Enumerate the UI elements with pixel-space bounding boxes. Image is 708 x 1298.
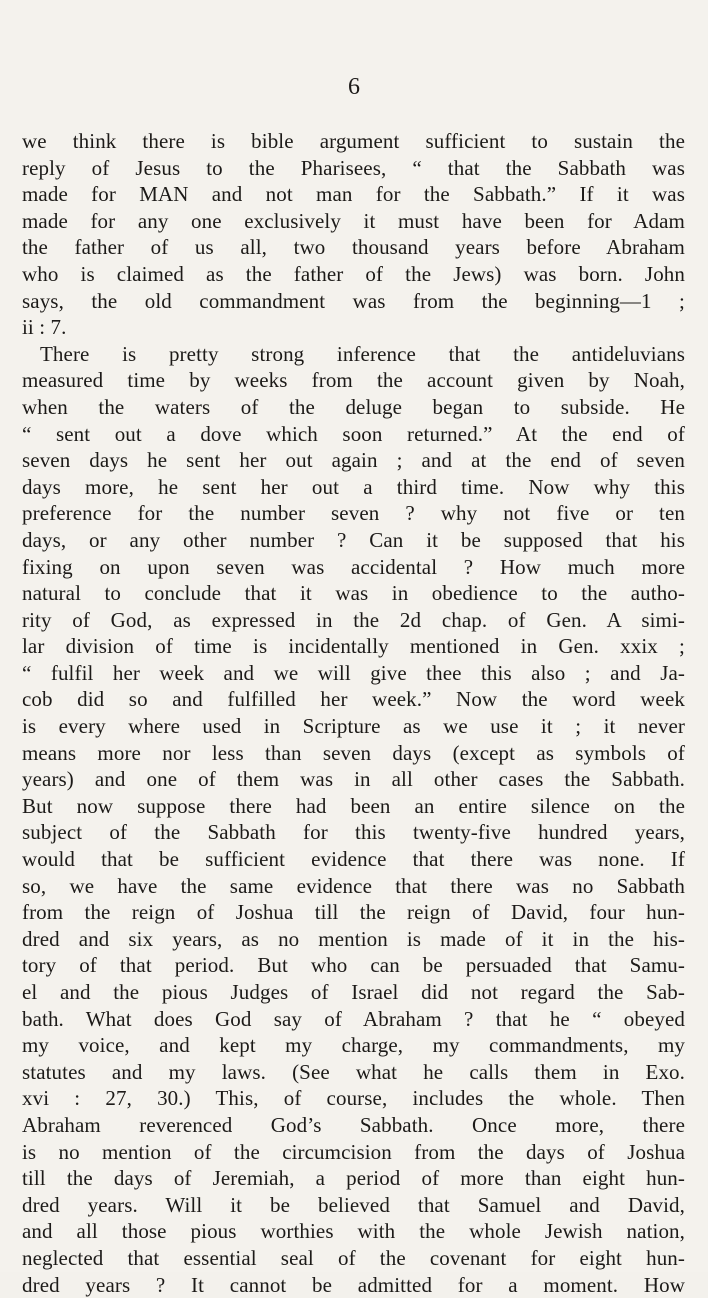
- text-line: el and the pious Judges of Israel did not regard the Sab-: [22, 980, 685, 1004]
- text-line: says, the old commandment was from the beginning—1 ;: [22, 288, 685, 313]
- text-line: from the reign of Joshua till the reign of David, four hun-: [22, 900, 685, 925]
- text-line: would that be sufficient evidence that there was none. If: [22, 847, 685, 872]
- text-line: statutes and my laws. (See what he calls them in Exo.: [22, 1059, 685, 1084]
- text-line: Abraham reverenced God’s Sabbath. Once more, there: [22, 1112, 685, 1137]
- text-line: who is claimed as the father of the Jews) was born. John: [22, 261, 685, 286]
- text-line: subject of the Sabbath for this twenty-five hundred years,: [22, 820, 685, 845]
- text-line: rity of God, as expressed in the 2d chap. of Gen. A simi-: [22, 607, 685, 632]
- text-line: xvi : 27, 30.) This, of course, includes the whole. Then: [22, 1086, 685, 1111]
- text-line: preference for the number seven ? why not five or ten: [22, 501, 685, 526]
- text-line: “ fulfil her week and we will give thee this also ; and Ja-: [22, 660, 685, 685]
- text-line: fixing on upon seven was accidental ? How much more: [22, 554, 685, 579]
- text-line: neglected that essential seal of the covenant for eight hun-: [22, 1245, 685, 1270]
- text-line: means more nor less than seven days (except as symbols of: [22, 740, 685, 765]
- text-line: we think there is bible argument sufficient to sustain the: [22, 129, 685, 153]
- text-line: years) and one of them was in all other cases the Sabbath.: [22, 767, 685, 792]
- page-number: 6: [348, 74, 360, 100]
- text-line: so, we have the same evidence that there was no Sabbath: [22, 873, 685, 898]
- text-line: dred and six years, as no mention is made of it in the his-: [22, 926, 685, 951]
- text-line: But now suppose there had been an entire silence on the: [22, 793, 685, 818]
- text-line: the father of us all, two thousand years before Abraham: [22, 235, 685, 260]
- text-line: days, or any other number ? Can it be supposed that his: [22, 527, 685, 552]
- text-line: “ sent out a dove which soon returned.” At the end of: [22, 421, 685, 446]
- text-line: is no mention of the circumcision from the days of Joshua: [22, 1139, 685, 1164]
- text-line: is every where used in Scripture as we use it ; it never: [22, 714, 685, 739]
- text-line: tory of that period. But who can be persuaded that Samu-: [22, 953, 685, 978]
- text-line: made for MAN and not man for the Sabbath.” If it was: [22, 182, 685, 207]
- text-line: natural to conclude that it was in obedience to the autho-: [22, 581, 685, 606]
- text-line: and all those pious worthies with the whole Jewish nation,: [22, 1219, 685, 1244]
- text-line: my voice, and kept my charge, my commandments, my: [22, 1033, 685, 1058]
- text-line: made for any one exclusively it must have been for Adam: [22, 208, 685, 233]
- text-line: days more, he sent her out a third time. Now why this: [22, 474, 685, 499]
- paragraph-start-line: There is pretty strong inference that the antideluvians: [40, 341, 685, 366]
- text-line: bath. What does God say of Abraham ? that he “ obeyed: [22, 1006, 685, 1031]
- text-line: when the waters of the deluge began to subside. He: [22, 394, 685, 419]
- text-line: dred years ? It cannot be admitted for a moment. How: [22, 1272, 685, 1297]
- text-line: measured time by weeks from the account given by Noah,: [22, 368, 685, 393]
- body-text: [22, 128, 685, 1298]
- text-line: reply of Jesus to the Pharisees, “ that the Sabbath was: [22, 155, 685, 180]
- text-line: cob did so and fulfilled her week.” Now the word week: [22, 687, 685, 712]
- text-line: till the days of Jeremiah, a period of more than eight hun-: [22, 1166, 685, 1191]
- text-line: lar division of time is incidentally mentioned in Gen. xxix ;: [22, 634, 685, 659]
- text-line: dred years. Will it be believed that Samuel and David,: [22, 1192, 685, 1217]
- text-line: ii : 7.: [22, 315, 67, 340]
- text-line: seven days he sent her out again ; and at the end of seven: [22, 448, 685, 473]
